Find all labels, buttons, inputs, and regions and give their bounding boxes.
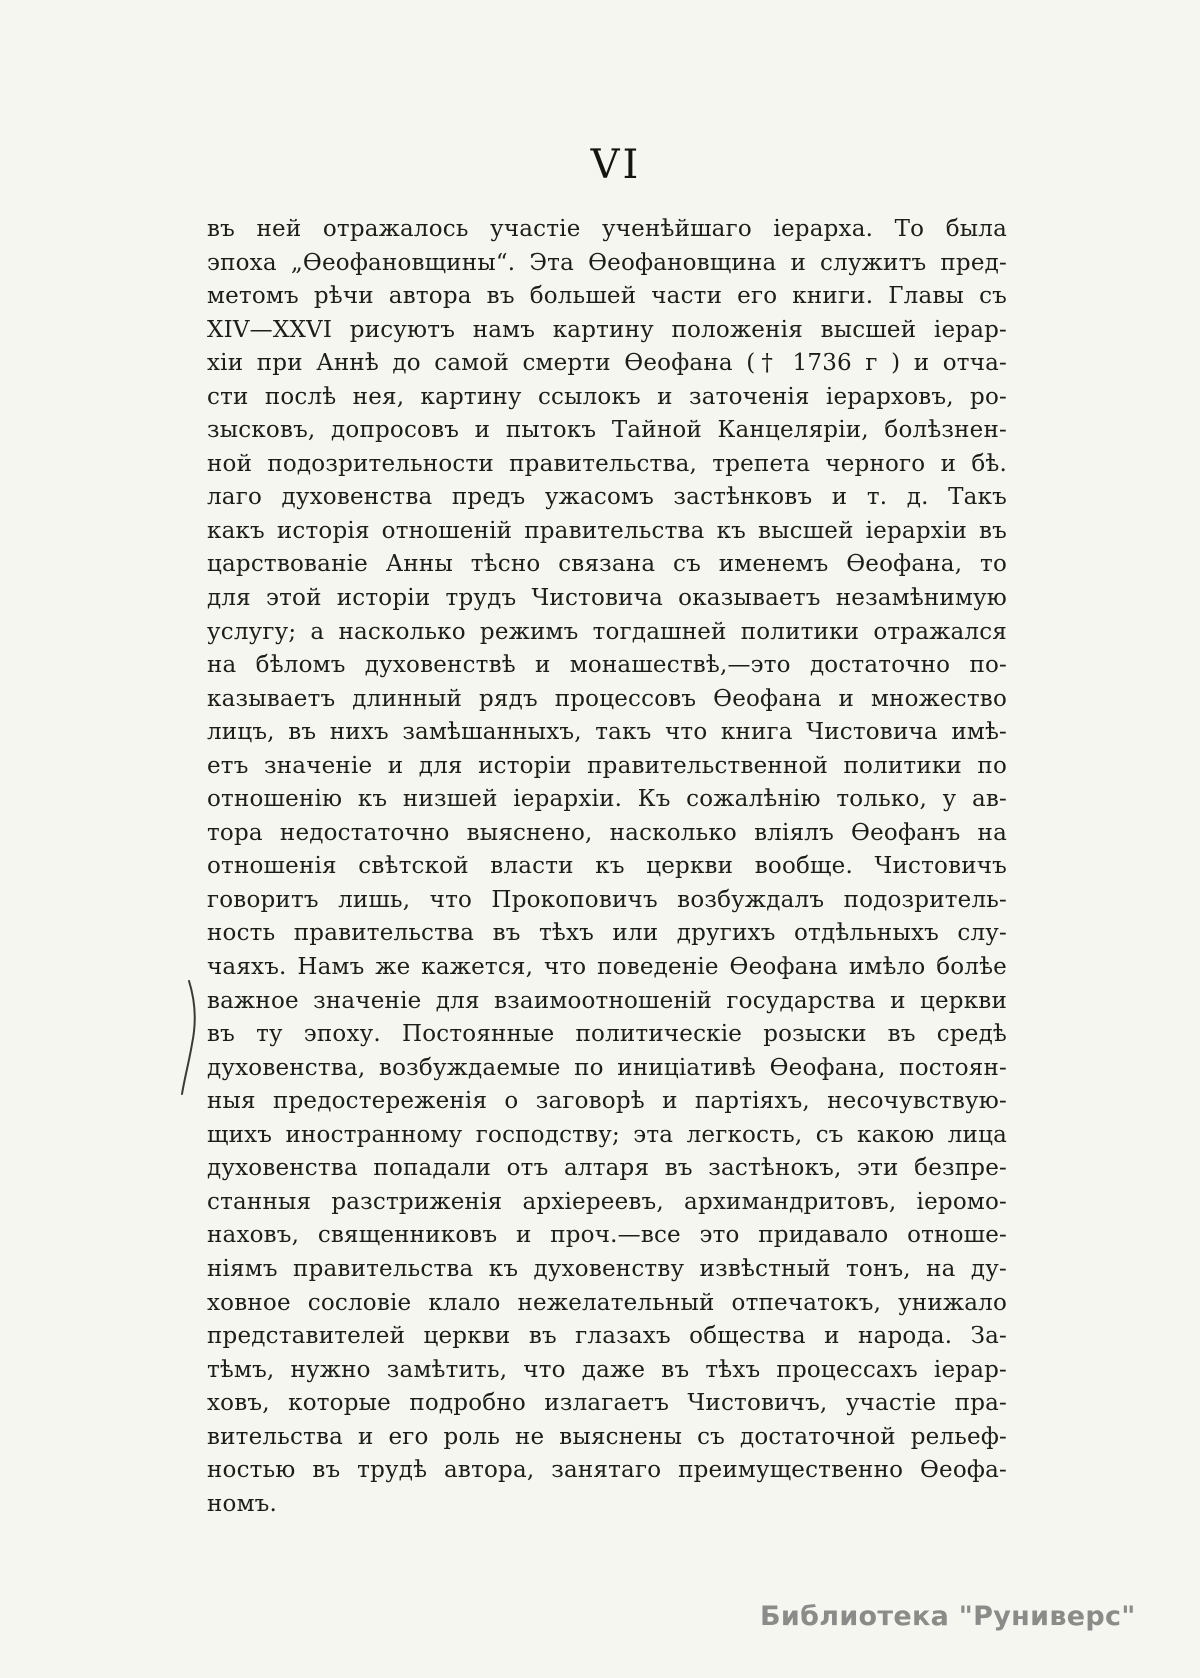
- text-line: етъ значеніе и для исторіи правительственной политики по: [207, 752, 1007, 779]
- text-line: для этой исторіи трудъ Чистовича оказываетъ незамѣнимую: [207, 585, 1007, 612]
- text-line: царствованіе Анны тѣсно связана съ именемъ Ѳеофана, то: [207, 551, 1007, 578]
- text-line: сти послѣ нея, картину ссылокъ и заточенія іерарховъ, ро-: [207, 383, 1007, 410]
- text-line: станныя разстриженія архіереевъ, архимандритовъ, іеромо-: [207, 1188, 1007, 1215]
- text-line: хіи при Аннѣ до самой смерти Ѳеофана († 1736 г ) и отча-: [207, 350, 1007, 377]
- text-line: наховъ, священниковъ и проч.—все это придавало отноше-: [207, 1222, 1007, 1249]
- text-line: важное значеніе для взаимоотношеній государства и церкви: [207, 987, 1007, 1014]
- text-line: XIV—XXVI рисуютъ намъ картину положенія высшей іерар-: [207, 316, 1007, 343]
- library-watermark: Библиотека "Руниверс": [760, 1601, 1136, 1632]
- text-line: щихъ иностранному господству; эта легкость, съ какою лица: [207, 1121, 1007, 1148]
- text-line: ныя предостереженія о заговорѣ и партіяхъ, несочувствую-: [207, 1088, 1007, 1115]
- text-line: отношенія свѣтской власти къ церкви вообще. Чистовичъ: [207, 853, 1007, 880]
- text-line: тѣмъ, нужно замѣтить, что даже въ тѣхъ процессахъ іерар-: [207, 1356, 1007, 1383]
- text-line: представителей церкви въ глазахъ общества и народа. За-: [207, 1323, 1007, 1350]
- text-line: ховъ, которые подробно излагаетъ Чистовичъ, участіе пра-: [207, 1390, 1007, 1417]
- text-line: въ ней отражалось участіе ученѣйшаго іерарха. То была: [207, 216, 1007, 242]
- text-line: казываетъ длинный рядъ процессовъ Ѳеофана и множество: [207, 685, 1007, 712]
- text-line: ніямъ правительства къ духовенству извѣстный тонъ, на ду-: [207, 1255, 1007, 1282]
- text-line: лаго духовенства предъ ужасомъ застѣнковъ и т. д. Такъ: [207, 484, 1007, 511]
- text-line: на бѣломъ духовенствѣ и монашествѣ,—это достаточно по-: [207, 652, 1007, 679]
- text-line: духовенства, возбуждаемые по иниціативѣ Ѳеофана, постоян-: [207, 1054, 1007, 1081]
- page-number: VI: [590, 142, 642, 188]
- text-line: говоритъ лишь, что Прокоповичъ возбуждалъ подозритель-: [207, 886, 1007, 913]
- text-line: ной подозрительности правительства, трепета черного и бѣ.: [207, 450, 1007, 477]
- text-line: чаяхъ. Намъ же кажется, что поведеніе Ѳеофана имѣло болѣе: [207, 954, 1007, 981]
- text-line: тора недостаточно выяснено, насколько вліялъ Ѳеофанъ на: [207, 819, 1007, 846]
- text-line: услугу; а насколько режимъ тогдашней политики отражался: [207, 618, 1007, 645]
- text-line: номъ.: [207, 1490, 278, 1517]
- text-line: лицъ, въ нихъ замѣшанныхъ, такъ что книга Чистовича имѣ-: [207, 719, 1007, 746]
- text-line: отношенію къ низшей іерархіи. Къ сожалѣнію только, у ав-: [207, 786, 1007, 813]
- text-line: какъ исторія отношеній правительства къ высшей іерархіи въ: [207, 517, 1007, 544]
- text-line: эпоха „Ѳеофановщины“. Эта Ѳеофановщина и служитъ пред-: [207, 249, 1007, 276]
- text-line: ностью въ трудѣ автора, занятаго преимущественно Ѳеофа-: [207, 1457, 1007, 1484]
- text-line: вительства и его роль не выяснены съ достаточной рельеф-: [207, 1423, 1007, 1450]
- text-line: ность правительства въ тѣхъ или другихъ отдѣльныхъ слу-: [207, 920, 1007, 947]
- text-line: метомъ рѣчи автора въ большей части его книги. Главы съ: [207, 283, 1007, 310]
- text-line: духовенства попадали отъ алтаря въ застѣнокъ, эти безпре-: [207, 1155, 1007, 1182]
- text-line: въ ту эпоху. Постоянные политическіе розыски въ средѣ: [207, 1021, 1007, 1048]
- body-text-block: [207, 213, 1007, 1521]
- handwritten-margin-mark: [178, 978, 204, 1098]
- text-line: ховное сословіе клало нежелательный отпечатокъ, унижало: [207, 1289, 1007, 1316]
- text-line: зысковъ, допросовъ и пытокъ Тайной Канцеляріи, болѣзнен-: [207, 417, 1007, 444]
